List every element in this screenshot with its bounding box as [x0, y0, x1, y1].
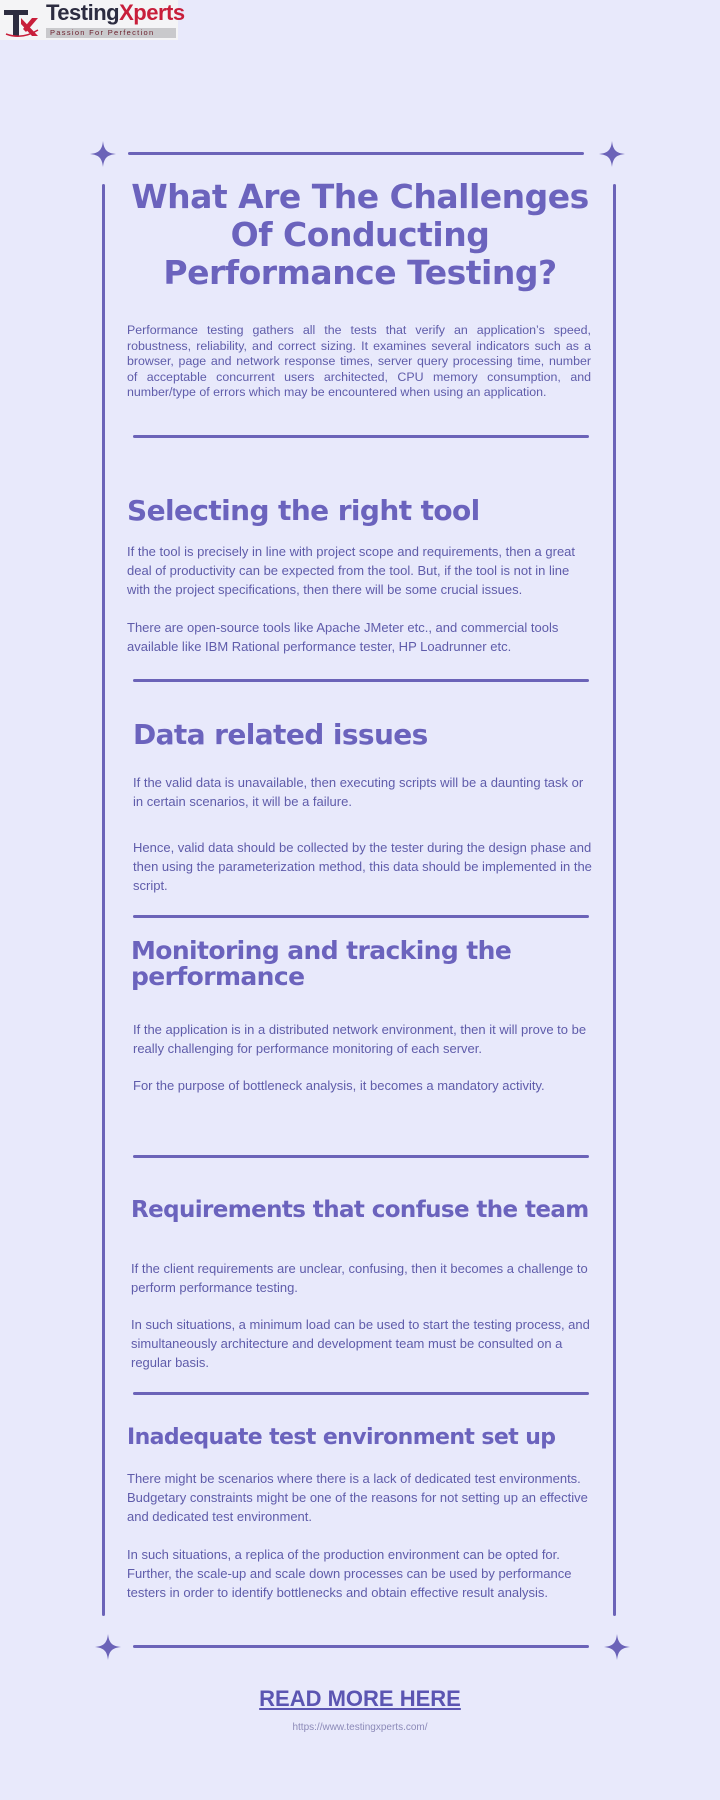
divider	[133, 679, 589, 682]
section-heading-tool: Selecting the right tool	[127, 494, 480, 527]
section-paragraph: If the tool is precisely in line with project scope and requirements, then a great deal of productivity can be expected from the tool. But, if the tool is not in line with the project specifications, then there will be some crucial issues.	[127, 544, 576, 597]
section-paragraph: For the purpose of bottleneck analysis, it becomes a mandatory activity.	[133, 1078, 545, 1093]
divider	[133, 1392, 589, 1395]
section-paragraph: In such situations, a minimum load can be used to start the testing process, and simultaneously architecture and development team must be consulted on a regular basis.	[131, 1317, 590, 1370]
sparkle-icon	[604, 1634, 630, 1660]
brand-name: TestingXperts	[46, 0, 185, 25]
sparkle-icon	[90, 141, 116, 167]
section-heading-monitoring: Monitoring and tracking the performance	[131, 936, 512, 991]
brand-tagline: Passion For Perfection	[46, 28, 176, 38]
divider	[133, 435, 589, 438]
divider	[133, 1155, 589, 1158]
divider	[133, 1645, 589, 1648]
section-paragraph: In such situations, a replica of the production environment can be opted for. Further, the scale-up and scale down processes can be used by performance testers in order to identify bottlenecks and obtain effective result analysis.	[127, 1547, 572, 1600]
brand-mark-icon	[2, 4, 40, 38]
source-url[interactable]: https://www.testingxperts.com/	[292, 1722, 428, 1733]
frame-left-line	[102, 184, 105, 1616]
brand-logo[interactable]	[0, 0, 185, 40]
page-title: What Are The Challenges Of Conducting Performance Testing?	[131, 177, 589, 292]
section-heading-environment: Inadequate test environment set up	[127, 1425, 556, 1450]
section-paragraph: There might be scenarios where there is a lack of dedicated test environments. Budgetary constraints might be one of the reasons for not setting up an effective and dedicated test environment.	[127, 1471, 588, 1524]
section-paragraph: If the client requirements are unclear, confusing, then it becomes a challenge to perform performance testing.	[131, 1261, 588, 1295]
frame-right-line	[613, 184, 616, 1616]
section-heading-requirements: Requirements that confuse the team	[131, 1197, 589, 1223]
section-paragraph: If the valid data is unavailable, then executing scripts will be a daunting task or in certain scenarios, it will be a failure.	[133, 775, 584, 809]
section-paragraph: Hence, valid data should be collected by the tester during the design phase and then using the parameterization method, this data should be implemented in the script.	[133, 840, 592, 893]
divider	[133, 915, 589, 918]
read-more-link[interactable]: READ MORE HERE	[259, 1686, 461, 1711]
section-paragraph: If the application is in a distributed network environment, then it will prove to be really challenging for performance monitoring of each server.	[133, 1022, 587, 1056]
sparkle-icon	[599, 141, 625, 167]
intro-paragraph: Performance testing gathers all the tests that verify an application’s speed, robustness, reliability, and correct sizing. It examines several indicators such as a browser, page and network response times, server query processing time, number of acceptable concurrent users architected, CPU memory consumption, and number/type of errors which may be encountered when using an application.	[127, 323, 591, 399]
divider	[128, 152, 584, 155]
section-paragraph: There are open-source tools like Apache JMeter etc., and commercial tools available like IBM Rational performance tester, HP Loadrunner etc.	[127, 620, 559, 654]
section-heading-data: Data related issues	[133, 718, 428, 751]
sparkle-icon	[95, 1634, 121, 1660]
